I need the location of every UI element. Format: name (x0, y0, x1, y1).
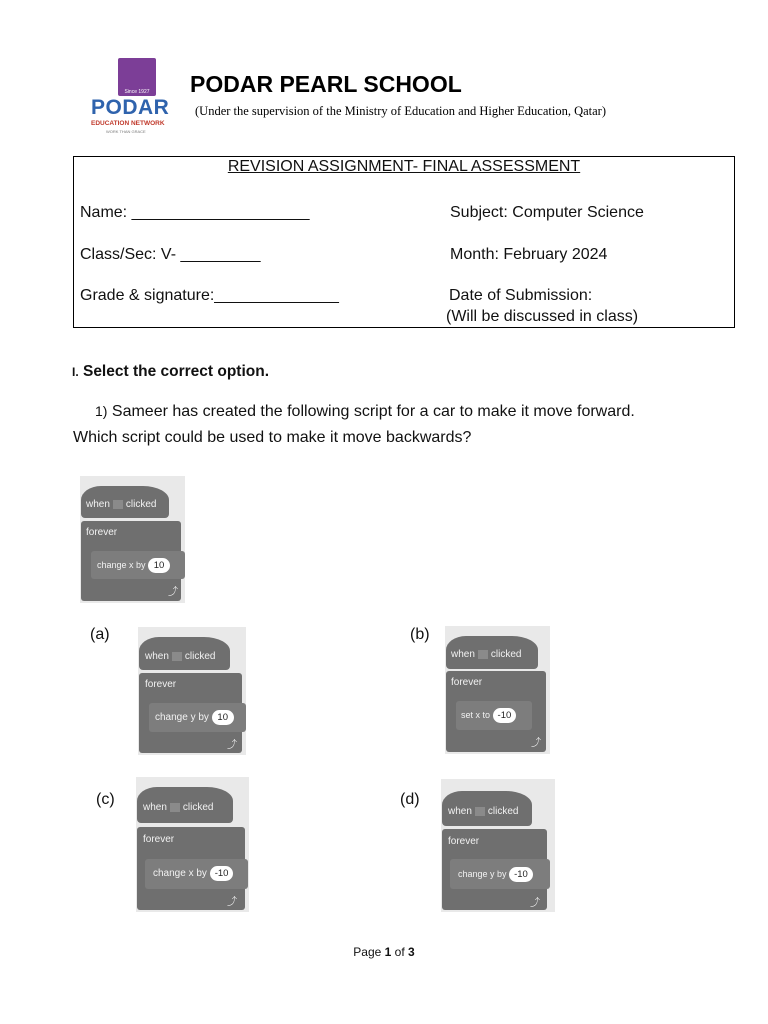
green-flag-icon (113, 500, 123, 509)
option-d-label: (d) (400, 791, 420, 808)
forever-label: forever (86, 527, 118, 538)
forever-block (137, 827, 245, 910)
command-label: change y by (458, 869, 507, 879)
green-flag-icon (475, 807, 485, 816)
supervision-note: (Under the supervision of the Ministry of Education and Higher Education, Qatar) (195, 104, 606, 118)
month-field: Month: February 2024 (450, 246, 608, 263)
command-value: -10 (509, 867, 533, 882)
when-flag-clicked-block (137, 787, 233, 823)
when-flag-clicked-block (446, 636, 538, 669)
option-a-label: (a) (90, 626, 110, 643)
option-b-label: (b) (410, 626, 430, 643)
when-flag-clicked-block (139, 637, 230, 670)
command-label: set x to (461, 710, 491, 720)
command-value: 10 (148, 558, 170, 573)
main-script-image (80, 476, 185, 603)
section-numeral: I. (72, 365, 79, 379)
command-label: change y by (155, 712, 209, 723)
question-line1: Sameer has created the following script for a car to make it move forward. (107, 403, 635, 420)
page-current: 1 (384, 945, 392, 959)
forever-block (81, 521, 181, 601)
logo-since-text: Since 1927 (124, 89, 150, 95)
loop-arrow-icon: ⤴ (227, 897, 237, 908)
command-label: change x by (153, 868, 207, 879)
page-of: of (391, 945, 409, 959)
option-b-script (445, 626, 550, 754)
subject-field: Subject: Computer Science (450, 204, 644, 221)
name-field: Name: ____________________ (80, 204, 310, 221)
class-section-field: Class/Sec: V- _________ (80, 246, 261, 263)
page-word: Page (353, 945, 385, 959)
school-name: PODAR PEARL SCHOOL (190, 71, 462, 97)
command-block (91, 551, 185, 579)
when-flag-clicked-block (81, 486, 169, 518)
when-label: when (86, 499, 110, 510)
forever-label: forever (448, 836, 480, 847)
question-text (73, 398, 713, 451)
clicked-label: clicked (125, 499, 157, 510)
loop-arrow-icon: ⤴ (168, 587, 178, 598)
option-c-label: (c) (96, 791, 115, 808)
forever-block (139, 673, 242, 753)
command-block (456, 701, 532, 730)
loop-arrow-icon: ⤴ (227, 740, 237, 751)
when-label: when (143, 802, 167, 813)
date-submission-note: (Will be discussed in class) (446, 308, 639, 325)
assignment-title: REVISION ASSIGNMENT- FINAL ASSESSMENT (227, 158, 581, 175)
green-flag-icon (170, 803, 180, 812)
option-d-script (441, 779, 555, 912)
logo-tagline: WORK THAN GRACE (106, 129, 146, 134)
question-line2: Which script could be used to make it move backwards? (73, 429, 472, 446)
logo-brand-text: PODAR (91, 96, 170, 119)
page-number (0, 945, 768, 959)
forever-label: forever (451, 677, 483, 688)
command-value: -10 (493, 708, 517, 723)
command-block (145, 859, 248, 889)
command-block (149, 703, 246, 732)
clicked-label: clicked (184, 651, 216, 662)
clicked-label: clicked (490, 649, 522, 660)
loop-arrow-icon: ⤴ (531, 738, 541, 749)
option-a-script (138, 627, 246, 755)
forever-label: forever (143, 834, 175, 845)
forever-block (446, 671, 546, 752)
green-flag-icon (478, 650, 488, 659)
page-total: 3 (408, 945, 415, 959)
when-label: when (145, 651, 169, 662)
loop-arrow-icon: ⤴ (530, 898, 540, 909)
command-label: change x by (97, 560, 146, 570)
section-heading (72, 363, 269, 381)
section-title: Select the correct option. (78, 363, 270, 380)
grade-signature-field: Grade & signature:______________ (80, 287, 339, 304)
when-label: when (451, 649, 475, 660)
option-c-script (136, 777, 249, 912)
clicked-label: clicked (182, 802, 214, 813)
date-submission-field: Date of Submission: (449, 287, 593, 304)
command-value: 10 (212, 710, 234, 725)
green-flag-icon (172, 652, 182, 661)
clicked-label: clicked (487, 806, 519, 817)
logo-network-text: EDUCATION NETWORK (91, 120, 165, 127)
question-number: 1) (95, 403, 108, 419)
when-flag-clicked-block (442, 791, 532, 826)
forever-label: forever (145, 679, 177, 690)
forever-block (442, 829, 547, 910)
when-label: when (448, 806, 472, 817)
command-value: -10 (210, 866, 234, 881)
command-block (450, 859, 550, 889)
